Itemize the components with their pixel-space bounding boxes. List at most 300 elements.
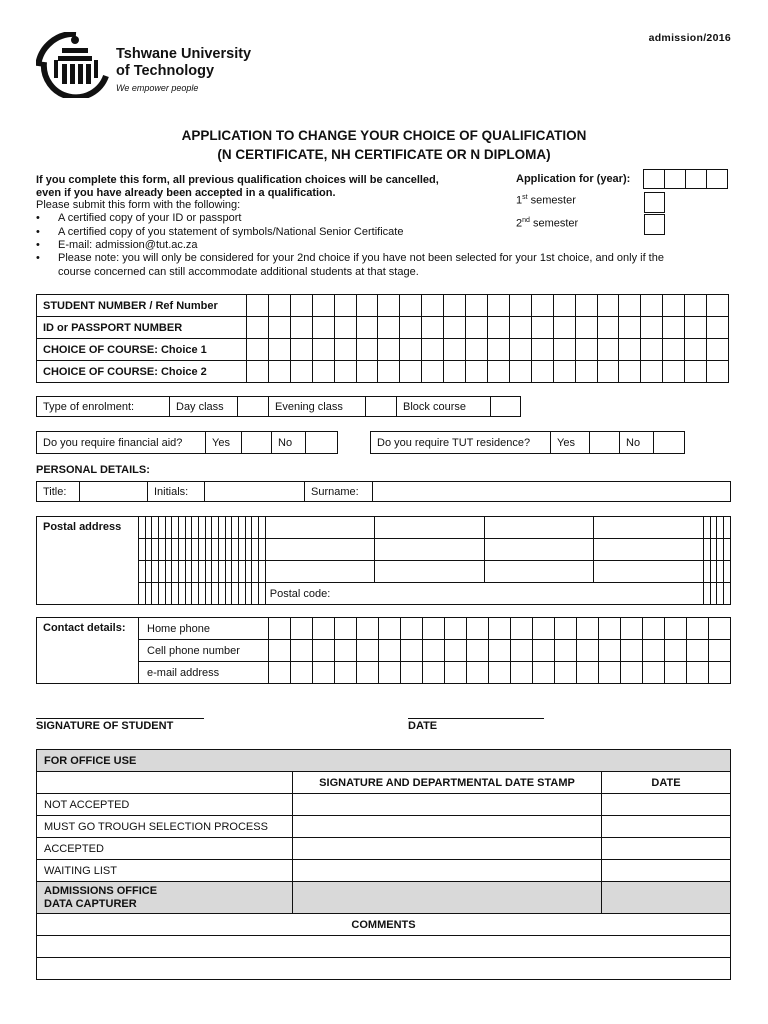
character-box[interactable] <box>643 618 665 640</box>
character-box[interactable] <box>334 361 356 383</box>
character-box[interactable] <box>232 561 239 583</box>
character-box[interactable] <box>707 339 729 361</box>
character-box[interactable] <box>531 317 553 339</box>
character-box[interactable] <box>509 361 531 383</box>
character-box[interactable] <box>265 517 374 539</box>
character-box[interactable] <box>172 517 179 539</box>
character-box[interactable] <box>717 539 724 561</box>
character-box[interactable] <box>597 361 619 383</box>
character-box[interactable] <box>723 561 730 583</box>
character-box[interactable] <box>687 618 709 640</box>
table-row: ACCEPTED <box>37 838 731 860</box>
character-box[interactable] <box>252 517 259 539</box>
character-box[interactable] <box>467 662 489 684</box>
character-box[interactable] <box>252 561 259 583</box>
character-box[interactable] <box>152 517 159 539</box>
character-box[interactable] <box>313 618 335 640</box>
character-box[interactable] <box>553 339 575 361</box>
character-box[interactable] <box>703 517 710 539</box>
character-box[interactable] <box>212 539 219 561</box>
character-box[interactable] <box>334 295 356 317</box>
character-box[interactable] <box>621 618 643 640</box>
evening-class-label: Evening class <box>269 397 366 417</box>
character-box[interactable] <box>685 339 707 361</box>
character-box[interactable] <box>259 539 266 561</box>
character-box[interactable] <box>225 561 232 583</box>
character-box[interactable] <box>265 539 374 561</box>
character-box[interactable] <box>687 662 709 684</box>
personal-details-heading: PERSONAL DETAILS: <box>36 464 150 476</box>
character-box[interactable] <box>709 640 731 662</box>
character-box[interactable] <box>269 662 291 684</box>
character-box[interactable] <box>159 583 166 605</box>
character-box[interactable] <box>555 618 577 640</box>
character-box[interactable] <box>665 640 687 662</box>
character-box[interactable] <box>423 618 445 640</box>
character-box[interactable] <box>619 317 641 339</box>
character-box[interactable] <box>509 339 531 361</box>
character-box[interactable] <box>232 517 239 539</box>
character-box[interactable] <box>335 662 357 684</box>
character-box[interactable] <box>577 640 599 662</box>
semester-2-checkbox[interactable] <box>644 214 665 235</box>
contact-type-label: Home phone <box>139 618 269 640</box>
character-box[interactable] <box>172 539 179 561</box>
character-box[interactable] <box>400 295 422 317</box>
character-box[interactable] <box>205 561 212 583</box>
character-box[interactable] <box>422 339 444 361</box>
date-signature-line[interactable] <box>408 718 544 719</box>
character-box[interactable] <box>139 539 146 561</box>
character-box[interactable] <box>152 583 159 605</box>
character-box[interactable] <box>219 539 226 561</box>
character-box[interactable] <box>466 339 488 361</box>
character-box[interactable] <box>145 561 152 583</box>
character-box[interactable] <box>597 295 619 317</box>
character-box[interactable] <box>378 339 400 361</box>
character-box[interactable] <box>152 561 159 583</box>
character-box[interactable] <box>423 640 445 662</box>
character-box[interactable] <box>422 317 444 339</box>
character-box[interactable] <box>357 640 379 662</box>
character-box[interactable] <box>247 361 269 383</box>
postal-code-box[interactable] <box>723 583 730 605</box>
character-box[interactable] <box>375 517 484 539</box>
character-box[interactable] <box>212 517 219 539</box>
character-box[interactable] <box>723 539 730 561</box>
character-box[interactable] <box>509 317 531 339</box>
character-box[interactable] <box>444 339 466 361</box>
character-box[interactable] <box>247 295 269 317</box>
character-box[interactable] <box>232 583 239 605</box>
character-box[interactable] <box>192 561 199 583</box>
character-box[interactable] <box>212 583 219 605</box>
character-box[interactable] <box>466 317 488 339</box>
postal-address-label: Postal address <box>37 517 139 605</box>
year-digit-box[interactable] <box>643 169 665 189</box>
character-box[interactable] <box>165 561 172 583</box>
character-box[interactable] <box>663 339 685 361</box>
character-box[interactable] <box>484 517 593 539</box>
character-box[interactable] <box>641 317 663 339</box>
comments-line[interactable] <box>37 936 731 958</box>
character-box[interactable] <box>663 361 685 383</box>
character-box[interactable] <box>269 640 291 662</box>
character-box[interactable] <box>179 561 186 583</box>
financial-aid-row <box>36 431 338 454</box>
character-box[interactable] <box>247 317 269 339</box>
character-box[interactable] <box>575 339 597 361</box>
personal-details-row <box>36 481 731 502</box>
character-box[interactable] <box>378 295 400 317</box>
character-box[interactable] <box>511 662 533 684</box>
character-box[interactable] <box>139 583 146 605</box>
character-box[interactable] <box>533 618 555 640</box>
character-box[interactable] <box>445 640 467 662</box>
character-box[interactable] <box>225 539 232 561</box>
character-box[interactable] <box>185 539 192 561</box>
character-box[interactable] <box>205 583 212 605</box>
character-box[interactable] <box>484 539 593 561</box>
character-box[interactable] <box>487 339 509 361</box>
character-box[interactable] <box>619 361 641 383</box>
character-box[interactable] <box>709 662 731 684</box>
character-box[interactable] <box>239 561 246 583</box>
character-box[interactable] <box>159 539 166 561</box>
character-box[interactable] <box>378 317 400 339</box>
character-box[interactable] <box>268 317 290 339</box>
character-box[interactable] <box>710 517 717 539</box>
character-box[interactable] <box>444 317 466 339</box>
character-box[interactable] <box>401 640 423 662</box>
character-box[interactable] <box>707 317 729 339</box>
character-box[interactable] <box>356 295 378 317</box>
title-field[interactable] <box>80 482 148 502</box>
character-box[interactable] <box>663 295 685 317</box>
character-box[interactable] <box>707 361 729 383</box>
character-box[interactable] <box>199 539 206 561</box>
table-row <box>37 539 731 561</box>
financial-aid-no-checkbox[interactable] <box>306 432 338 454</box>
date-label: DATE <box>408 720 438 732</box>
table-row <box>37 662 731 684</box>
initials-field[interactable] <box>205 482 305 502</box>
character-box[interactable] <box>252 539 259 561</box>
character-box[interactable] <box>199 561 206 583</box>
character-box[interactable] <box>577 618 599 640</box>
residence-no-label: No <box>620 432 654 454</box>
character-box[interactable] <box>685 361 707 383</box>
residence-row <box>370 431 685 454</box>
note-continuation: course concerned can still accommodate additional students at that stage. <box>58 266 419 278</box>
character-box[interactable] <box>245 539 252 561</box>
character-box[interactable] <box>232 539 239 561</box>
character-box[interactable] <box>401 662 423 684</box>
character-box[interactable] <box>375 561 484 583</box>
character-box[interactable] <box>555 640 577 662</box>
character-box[interactable] <box>531 361 553 383</box>
character-box[interactable] <box>205 517 212 539</box>
character-box[interactable] <box>259 517 266 539</box>
character-box[interactable] <box>422 295 444 317</box>
character-box[interactable] <box>291 640 313 662</box>
character-box[interactable] <box>357 618 379 640</box>
character-box[interactable] <box>357 662 379 684</box>
character-box[interactable] <box>641 339 663 361</box>
character-box[interactable] <box>356 361 378 383</box>
postal-code-box[interactable] <box>703 583 710 605</box>
character-box[interactable] <box>290 339 312 361</box>
semester-1-checkbox[interactable] <box>644 192 665 213</box>
character-box[interactable] <box>467 618 489 640</box>
character-box[interactable] <box>445 662 467 684</box>
character-box[interactable] <box>313 662 335 684</box>
character-box[interactable] <box>594 561 704 583</box>
year-digit-box[interactable] <box>706 169 728 189</box>
character-box[interactable] <box>356 339 378 361</box>
character-box[interactable] <box>378 361 400 383</box>
character-box[interactable] <box>312 295 334 317</box>
table-row <box>37 561 731 583</box>
character-box[interactable] <box>717 561 724 583</box>
character-box[interactable] <box>531 295 553 317</box>
character-box[interactable] <box>159 517 166 539</box>
contact-details-label: Contact details: <box>37 618 139 684</box>
character-box[interactable] <box>145 583 152 605</box>
character-box[interactable] <box>484 561 593 583</box>
character-box[interactable] <box>291 618 313 640</box>
character-box[interactable] <box>619 339 641 361</box>
comments-line[interactable] <box>37 958 731 980</box>
character-box[interactable] <box>165 539 172 561</box>
character-box[interactable] <box>641 361 663 383</box>
character-box[interactable] <box>139 517 146 539</box>
character-box[interactable] <box>268 295 290 317</box>
character-box[interactable] <box>379 662 401 684</box>
character-box[interactable] <box>466 295 488 317</box>
financial-aid-yes-checkbox[interactable] <box>242 432 272 454</box>
character-box[interactable] <box>192 517 199 539</box>
character-box[interactable] <box>239 583 246 605</box>
character-box[interactable] <box>707 295 729 317</box>
day-class-checkbox[interactable] <box>238 397 269 417</box>
residence-yes-checkbox[interactable] <box>590 432 620 454</box>
character-box[interactable] <box>509 295 531 317</box>
character-box[interactable] <box>239 517 246 539</box>
character-box[interactable] <box>663 317 685 339</box>
character-box[interactable] <box>219 583 226 605</box>
character-box[interactable] <box>400 317 422 339</box>
residence-no-checkbox[interactable] <box>654 432 685 454</box>
character-box[interactable] <box>312 361 334 383</box>
character-box[interactable] <box>205 539 212 561</box>
character-box[interactable] <box>335 618 357 640</box>
table-row <box>37 618 731 640</box>
character-box[interactable] <box>269 618 291 640</box>
character-box[interactable] <box>445 618 467 640</box>
character-box[interactable] <box>312 317 334 339</box>
character-box[interactable] <box>172 583 179 605</box>
character-box[interactable] <box>159 561 166 583</box>
character-box[interactable] <box>179 583 186 605</box>
character-box[interactable] <box>400 361 422 383</box>
character-box[interactable] <box>139 561 146 583</box>
character-box[interactable] <box>489 662 511 684</box>
character-box[interactable] <box>597 317 619 339</box>
character-box[interactable] <box>533 662 555 684</box>
character-box[interactable] <box>511 640 533 662</box>
character-box[interactable] <box>185 517 192 539</box>
character-box[interactable] <box>621 640 643 662</box>
character-box[interactable] <box>687 640 709 662</box>
character-box[interactable] <box>575 295 597 317</box>
character-box[interactable] <box>555 662 577 684</box>
character-box[interactable] <box>379 618 401 640</box>
character-box[interactable] <box>594 539 704 561</box>
year-digit-box[interactable] <box>685 169 707 189</box>
character-box[interactable] <box>239 539 246 561</box>
student-signature-line[interactable] <box>36 718 204 719</box>
character-box[interactable] <box>489 640 511 662</box>
table-row: NOT ACCEPTED <box>37 794 731 816</box>
postal-code-box[interactable] <box>710 583 717 605</box>
character-box[interactable] <box>599 618 621 640</box>
character-box[interactable] <box>621 662 643 684</box>
character-box[interactable] <box>165 583 172 605</box>
character-box[interactable] <box>575 317 597 339</box>
character-box[interactable] <box>179 517 186 539</box>
character-box[interactable] <box>219 561 226 583</box>
surname-field[interactable] <box>373 482 731 502</box>
character-box[interactable] <box>723 517 730 539</box>
character-box[interactable] <box>703 539 710 561</box>
character-box[interactable] <box>312 339 334 361</box>
character-box[interactable] <box>192 539 199 561</box>
character-box[interactable] <box>643 640 665 662</box>
character-box[interactable] <box>313 640 335 662</box>
character-box[interactable] <box>334 339 356 361</box>
block-course-checkbox[interactable] <box>491 397 521 417</box>
character-box[interactable] <box>245 583 252 605</box>
character-box[interactable] <box>225 583 232 605</box>
table-row: MUST GO TROUGH SELECTION PROCESS <box>37 816 731 838</box>
character-box[interactable] <box>247 339 269 361</box>
character-box[interactable] <box>179 539 186 561</box>
character-box[interactable] <box>487 361 509 383</box>
grid-row-label: STUDENT NUMBER / Ref Number <box>37 295 247 317</box>
character-box[interactable] <box>531 339 553 361</box>
character-box[interactable] <box>400 339 422 361</box>
character-box[interactable] <box>553 361 575 383</box>
character-box[interactable] <box>335 640 357 662</box>
character-box[interactable] <box>252 583 259 605</box>
character-box[interactable] <box>577 662 599 684</box>
character-box[interactable] <box>643 662 665 684</box>
character-box[interactable] <box>401 618 423 640</box>
character-box[interactable] <box>152 539 159 561</box>
character-box[interactable] <box>703 561 710 583</box>
character-box[interactable] <box>423 662 445 684</box>
character-box[interactable] <box>599 640 621 662</box>
character-box[interactable] <box>290 361 312 383</box>
character-box[interactable] <box>245 561 252 583</box>
character-box[interactable] <box>379 640 401 662</box>
character-box[interactable] <box>199 583 206 605</box>
character-box[interactable] <box>219 517 226 539</box>
character-box[interactable] <box>553 295 575 317</box>
character-box[interactable] <box>212 561 219 583</box>
residence-label: Do you require TUT residence? <box>371 432 551 454</box>
character-box[interactable] <box>553 317 575 339</box>
postal-code-box[interactable] <box>717 583 724 605</box>
character-box[interactable] <box>685 317 707 339</box>
character-box[interactable] <box>594 517 704 539</box>
character-box[interactable] <box>245 517 252 539</box>
character-box[interactable] <box>717 517 724 539</box>
character-box[interactable] <box>172 561 179 583</box>
character-box[interactable] <box>375 539 484 561</box>
character-box[interactable] <box>599 662 621 684</box>
character-box[interactable] <box>685 295 707 317</box>
character-box[interactable] <box>145 539 152 561</box>
character-box[interactable] <box>619 295 641 317</box>
character-box[interactable] <box>185 583 192 605</box>
character-box[interactable] <box>268 339 290 361</box>
year-digit-box[interactable] <box>664 169 686 189</box>
character-box[interactable] <box>356 317 378 339</box>
character-box[interactable] <box>467 640 489 662</box>
character-box[interactable] <box>710 561 717 583</box>
character-box[interactable] <box>487 317 509 339</box>
character-box[interactable] <box>466 361 488 383</box>
character-box[interactable] <box>487 295 509 317</box>
character-box[interactable] <box>259 583 266 605</box>
character-box[interactable] <box>291 662 313 684</box>
character-box[interactable] <box>444 361 466 383</box>
grid-row-label: CHOICE OF COURSE: Choice 1 <box>37 339 247 361</box>
character-box[interactable] <box>665 618 687 640</box>
character-box[interactable] <box>422 361 444 383</box>
day-class-label: Day class <box>170 397 238 417</box>
surname-label: Surname: <box>305 482 373 502</box>
character-box[interactable] <box>225 517 232 539</box>
character-box[interactable] <box>710 539 717 561</box>
character-box[interactable] <box>511 618 533 640</box>
character-box[interactable] <box>444 295 466 317</box>
character-box[interactable] <box>268 361 290 383</box>
character-box[interactable] <box>145 517 152 539</box>
character-box[interactable] <box>165 517 172 539</box>
evening-class-checkbox[interactable] <box>366 397 397 417</box>
character-box[interactable] <box>709 618 731 640</box>
comments-heading: COMMENTS <box>37 914 731 936</box>
character-box[interactable] <box>597 339 619 361</box>
character-box[interactable] <box>533 640 555 662</box>
character-box[interactable] <box>259 561 266 583</box>
character-box[interactable] <box>489 618 511 640</box>
character-box[interactable] <box>290 317 312 339</box>
character-box[interactable] <box>334 317 356 339</box>
character-box[interactable] <box>199 517 206 539</box>
block-course-label: Block course <box>397 397 491 417</box>
character-box[interactable] <box>575 361 597 383</box>
character-box[interactable] <box>641 295 663 317</box>
character-box[interactable] <box>185 561 192 583</box>
character-box[interactable] <box>290 295 312 317</box>
character-box[interactable] <box>665 662 687 684</box>
character-box[interactable] <box>192 583 199 605</box>
character-box[interactable] <box>265 561 374 583</box>
